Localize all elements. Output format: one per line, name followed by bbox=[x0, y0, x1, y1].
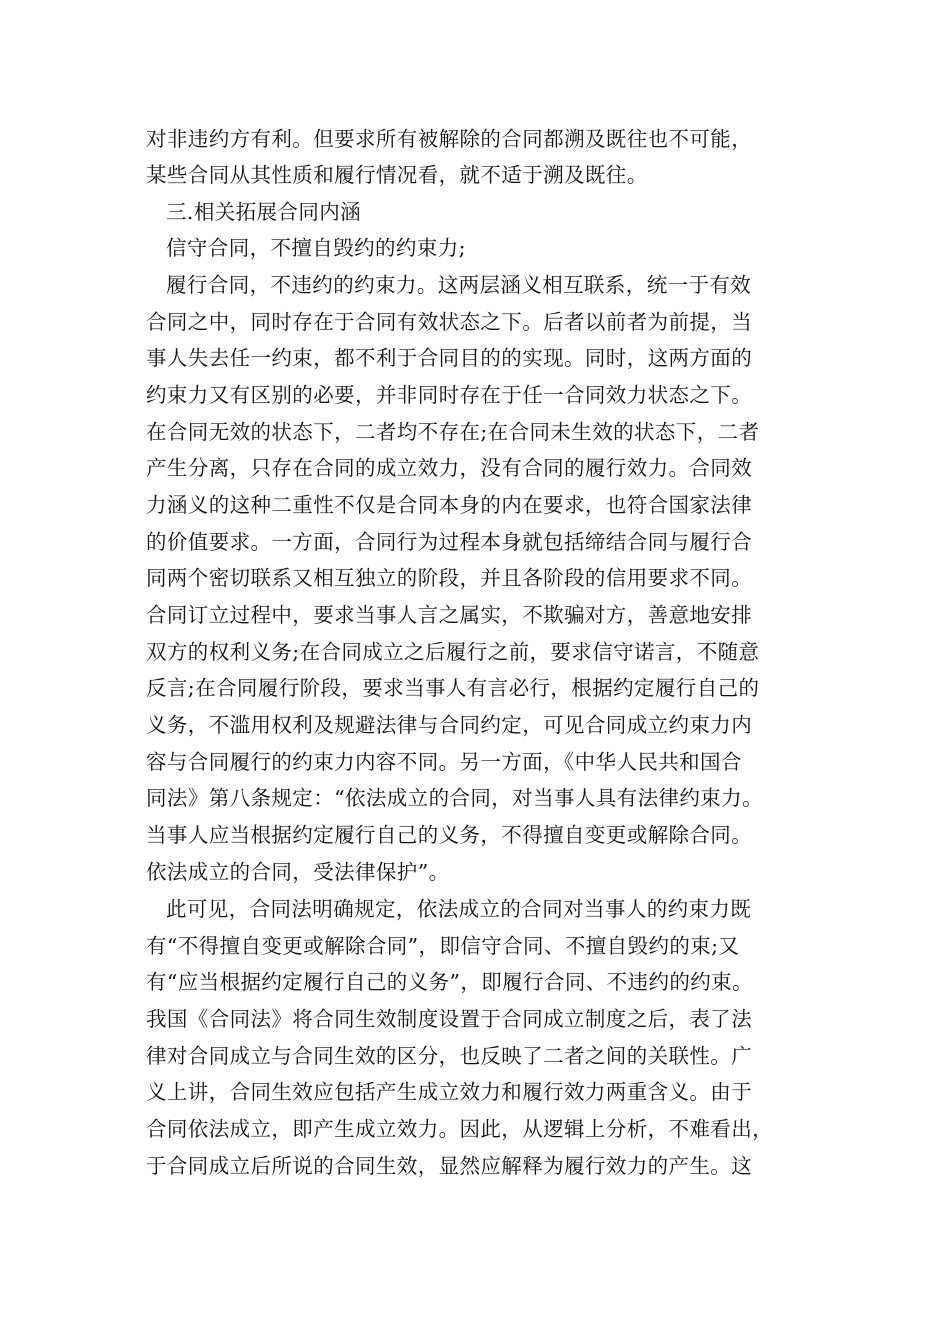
text-line: 义务，不滥用权利及规避法律与合同约定，可见合同成立约束力内 bbox=[146, 713, 753, 737]
text-line: 的价值要求。一方面，合同行为过程本身就包括缔结合同与履行合 bbox=[146, 530, 753, 554]
text-line: 依法成立的合同，受法律保护”。 bbox=[146, 860, 450, 884]
text-line: 合同依法成立，即产生成立效力。因此，从逻辑上分析，不难看出， bbox=[146, 1117, 773, 1141]
text-line: 同法》第八条规定：“依法成立的合同，对当事人具有法律约束力。 bbox=[146, 786, 763, 810]
text-line: 双方的权利义务;在合同成立之后履行之前，要求信守诺言，不随意 bbox=[146, 640, 760, 664]
section-heading: 三.相关拓展合同内涵 bbox=[166, 200, 362, 224]
text-line: 有“不得擅自变更或解除合同”，即信守合同、不擅自毁约的束;又 bbox=[146, 934, 740, 958]
text-line: 此可见，合同法明确规定，依法成立的合同对当事人的约束力既 bbox=[166, 897, 752, 921]
text-line: 于合同成立后所说的合同生效，显然应解释为履行效力的产生。这 bbox=[146, 1154, 753, 1178]
text-line: 约束力又有区别的必要，并非同时存在于任一合同效力状态之下。 bbox=[146, 383, 753, 407]
text-line: 信守合同，不擅自毁约的约束力; bbox=[166, 236, 466, 260]
text-line: 当事人应当根据约定履行自己的义务，不得擅自变更或解除合同。 bbox=[146, 823, 753, 847]
text-line: 履行合同，不违约的约束力。这两层涵义相互联系，统一于有效 bbox=[166, 273, 752, 297]
text-line: 容与合同履行的约束力内容不同。另一方面，《中华人民共和国合 bbox=[146, 750, 742, 774]
text-line: 律对合同成立与合同生效的区分，也反映了二者之间的关联性。广 bbox=[146, 1044, 753, 1068]
text-line: 事人失去任一约束，都不利于合同目的的实现。同时，这两方面的 bbox=[146, 346, 753, 370]
text-line: 合同之中，同时存在于合同有效状态之下。后者以前者为前提，当 bbox=[146, 310, 753, 334]
text-line: 某些合同从其性质和履行情况看，就不适于溯及既往。 bbox=[146, 163, 648, 187]
text-line: 合同订立过程中，要求当事人言之属实，不欺骗对方，善意地安排 bbox=[146, 603, 753, 627]
text-line: 我国《合同法》将合同生效制度设置于合同成立制度之后，表了法 bbox=[146, 1007, 753, 1031]
text-line: 对非违约方有利。但要求所有被解除的合同都溯及既往也不可能， bbox=[146, 127, 753, 151]
text-line: 产生分离，只存在合同的成立效力，没有合同的履行效力。合同效 bbox=[146, 456, 753, 480]
text-line: 义上讲，合同生效应包括产生成立效力和履行效力两重含义。由于 bbox=[146, 1080, 753, 1104]
text-line: 有“应当根据约定履行自己的义务”，即履行合同、不违约的约束。 bbox=[146, 970, 753, 994]
text-line: 同两个密切联系又相互独立的阶段，并且各阶段的信用要求不同。 bbox=[146, 566, 753, 590]
text-line: 在合同无效的状态下，二者均不存在;在合同未生效的状态下，二者 bbox=[146, 420, 760, 444]
text-line: 力涵义的这种二重性不仅是合同本身的内在要求，也符合国家法律 bbox=[146, 493, 753, 517]
text-line: 反言;在合同履行阶段，要求当事人有言必行，根据约定履行自己的 bbox=[146, 676, 760, 700]
